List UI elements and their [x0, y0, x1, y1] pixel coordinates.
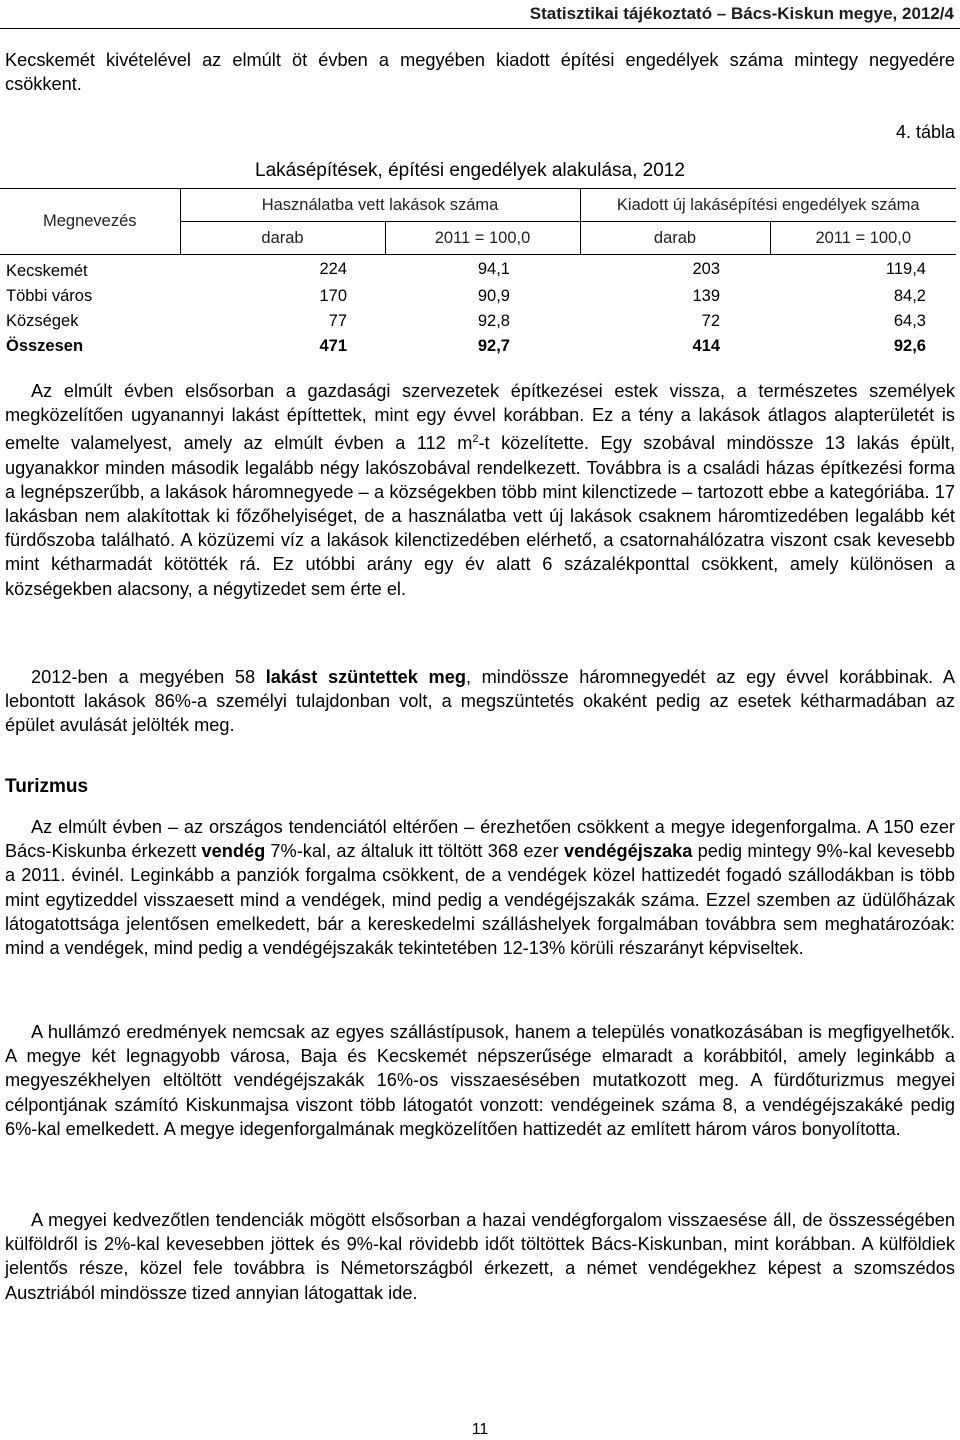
- running-title: Statisztikai tájékoztató – Bács-Kiskun megye, 2012/4: [529, 4, 954, 23]
- cell: 77: [328, 312, 347, 330]
- tourism-paragraph-3: [5, 1208, 955, 1305]
- housing-text: -t közelítette. Egy szobával mindössze 13 lakás épült, ugyanakkor minden második legalább négy lakószobával rendelkezett. Továbbra is a családi házas építkezési forma a legnépszerűbb, a lakások háromnegyede – a községekben több mint kilenctizede – tartozott ebbe a kategóriába. 17 lakásban nem alakítottak ki főzőhelyiséget, de a használatba vett új lakások csaknem háromtizedében legalább két fürdőszoba található. A közüzemi víz a lakások kilenctizedében elérhető, a csatornahálózatra viszont csak kevesebb mint kétharmadát kötötték rá. Ez utóbbi arány egy év alatt 6 százalékponttal csökkent, amely különösen a községekben alacsony, a négytizedet sem érte el.: [5, 433, 955, 599]
- row-header: Megnevezés: [0, 189, 180, 255]
- cell: 94,1: [477, 260, 510, 278]
- tourism-text: 7%-kal, az általuk itt töltött 368 ezer: [265, 841, 564, 862]
- tourism-text: pedig mintegy 9%-kal kevesebb a 2011. évinél. Leginkább a panziók forgalma csökkent, de a vendégek közel hattizedét fogadó szállodákban is több mint egytizeddel visszaesett mind a vendégek, mind pedig a vendégéjszakák száma. Ezzel szemben az üdülőházak látogatottsága jelentősen emelkedett, bár a kereskedelmi szálláshelyek forgalmában továbbra sem meghatározóak: mind a vendégek, mind pedig a vendégéjszakák tekintetében 12-13% körüli részarányt képviseltek.: [5, 841, 955, 959]
- tourism-text: Az elmúlt évben – az országos tendenciától eltérően – érezhetően csökkent a megye idegenforgalma. A 150 ezer Bács-Kiskunba érkezett: [5, 817, 955, 862]
- housing-paragraph-1: [5, 379, 955, 601]
- row-label: Kecskemét: [6, 262, 88, 280]
- page-number: 11: [471, 1421, 489, 1438]
- header-rule: [0, 28, 960, 29]
- sub-header: darab: [180, 222, 385, 255]
- housing-table: [0, 188, 956, 359]
- table-title: Lakásépítések, építési engedélyek alakulása, 2012: [255, 160, 685, 181]
- table-number: 4. tábla: [895, 122, 955, 142]
- table-row-total: [0, 334, 956, 359]
- cell: 203: [692, 260, 720, 278]
- cell: 92,7: [477, 337, 510, 355]
- cell: 92,8: [477, 312, 510, 330]
- cell: 84,2: [893, 287, 926, 305]
- cell: 72: [701, 312, 720, 330]
- emphasis: vendégéjszaka: [563, 841, 693, 862]
- sub-header: 2011 = 100,0: [385, 222, 580, 255]
- housing-text: , mindössze háromnegyedét az egy évvel korábbinak. A lebontott lakások 86%-a személyi tulajdonban volt, a megszüntetés okaként pedig az esetek kétharmadában az épület avulását jelölték meg.: [5, 667, 955, 736]
- housing-paragraph-2: [5, 665, 955, 738]
- intro-paragraph: Kecskemét kivételével az elmúlt öt évben a megyében kiadott építési engedélyek száma mintegy negyedére csökkent.: [5, 50, 955, 95]
- cell: 414: [692, 337, 720, 355]
- cell: 224: [319, 260, 347, 278]
- sub-header: darab: [580, 222, 770, 255]
- tourism-paragraph-2: [5, 1020, 955, 1141]
- group-header-used-dwellings: Használatba vett lakások száma: [180, 189, 580, 222]
- cell: 139: [692, 287, 720, 305]
- cell: 119,4: [885, 260, 926, 278]
- table-row: [0, 309, 956, 334]
- row-label: Összesen: [6, 337, 84, 355]
- cell: 92,6: [893, 337, 926, 355]
- row-label: Többi város: [6, 287, 93, 305]
- emphasis: vendég: [201, 841, 266, 862]
- row-label: Községek: [6, 312, 79, 330]
- group-header-permits: Kiadott új lakásépítési engedélyek száma: [580, 189, 956, 222]
- tourism-text: A megyei kedvezőtlen tendenciák mögött elsősorban a hazai vendégforgalom visszaesése áll, de összességében külföldről is 2%-kal kevesebben jöttek és 9%-kal rövidebb időt töltöttek Bács-Kiskunban, mint korábban. A külföldiek jelentős része, közel fele továbbra is Németországból érkezett, a német vendégekhez képest a szomszédos Ausztriából mindössze tized annyian látogattak ide.: [5, 1210, 955, 1303]
- tourism-paragraph-1: [5, 815, 955, 960]
- cell: 170: [319, 287, 347, 305]
- superscript: 2: [472, 433, 479, 446]
- sub-header: 2011 = 100,0: [770, 222, 956, 255]
- emphasis: lakást szüntettek meg: [265, 667, 466, 687]
- table-row: [0, 284, 956, 309]
- table-row: [0, 255, 956, 285]
- cell: 471: [319, 337, 347, 355]
- cell: 64,3: [893, 312, 926, 330]
- housing-text: 2012-ben a megyében 58: [31, 667, 266, 687]
- section-title-tourism: Turizmus: [5, 776, 89, 797]
- running-header: [0, 0, 960, 30]
- tourism-text: A hullámzó eredmények nemcsak az egyes szállástípusok, hanem a település vonatkozásában is megfigyelhetők. A megye két legnagyobb városa, Baja és Kecskemét népszerűsége elmaradt a korábbitól, amely leginkább a megyeszékhelyen eltöltött vendégéjszakák 16%-os visszaesésében mutatkozott meg. A fürdőturizmus megyei célpontjának számító Kiskunmajsa viszont több látogatót vonzott: vendégeinek száma 8, a vendégéjszakáké pedig 6%-kal emelkedett. A megye idegenforgalmának megközelítően hattizedét az említett három város bonyolította.: [5, 1022, 955, 1139]
- cell: 90,9: [477, 287, 510, 305]
- housing-text: Az elmúlt évben elsősorban a gazdasági szervezetek építkezései estek vissza, a természetes személyek megközelítően ugyanannyi lakást építtettek, mint egy évvel korábban. Ez a tény a lakások átlagos alapterületét is emelte valamelyest, amely az elmúlt évben a 112 m: [5, 381, 955, 454]
